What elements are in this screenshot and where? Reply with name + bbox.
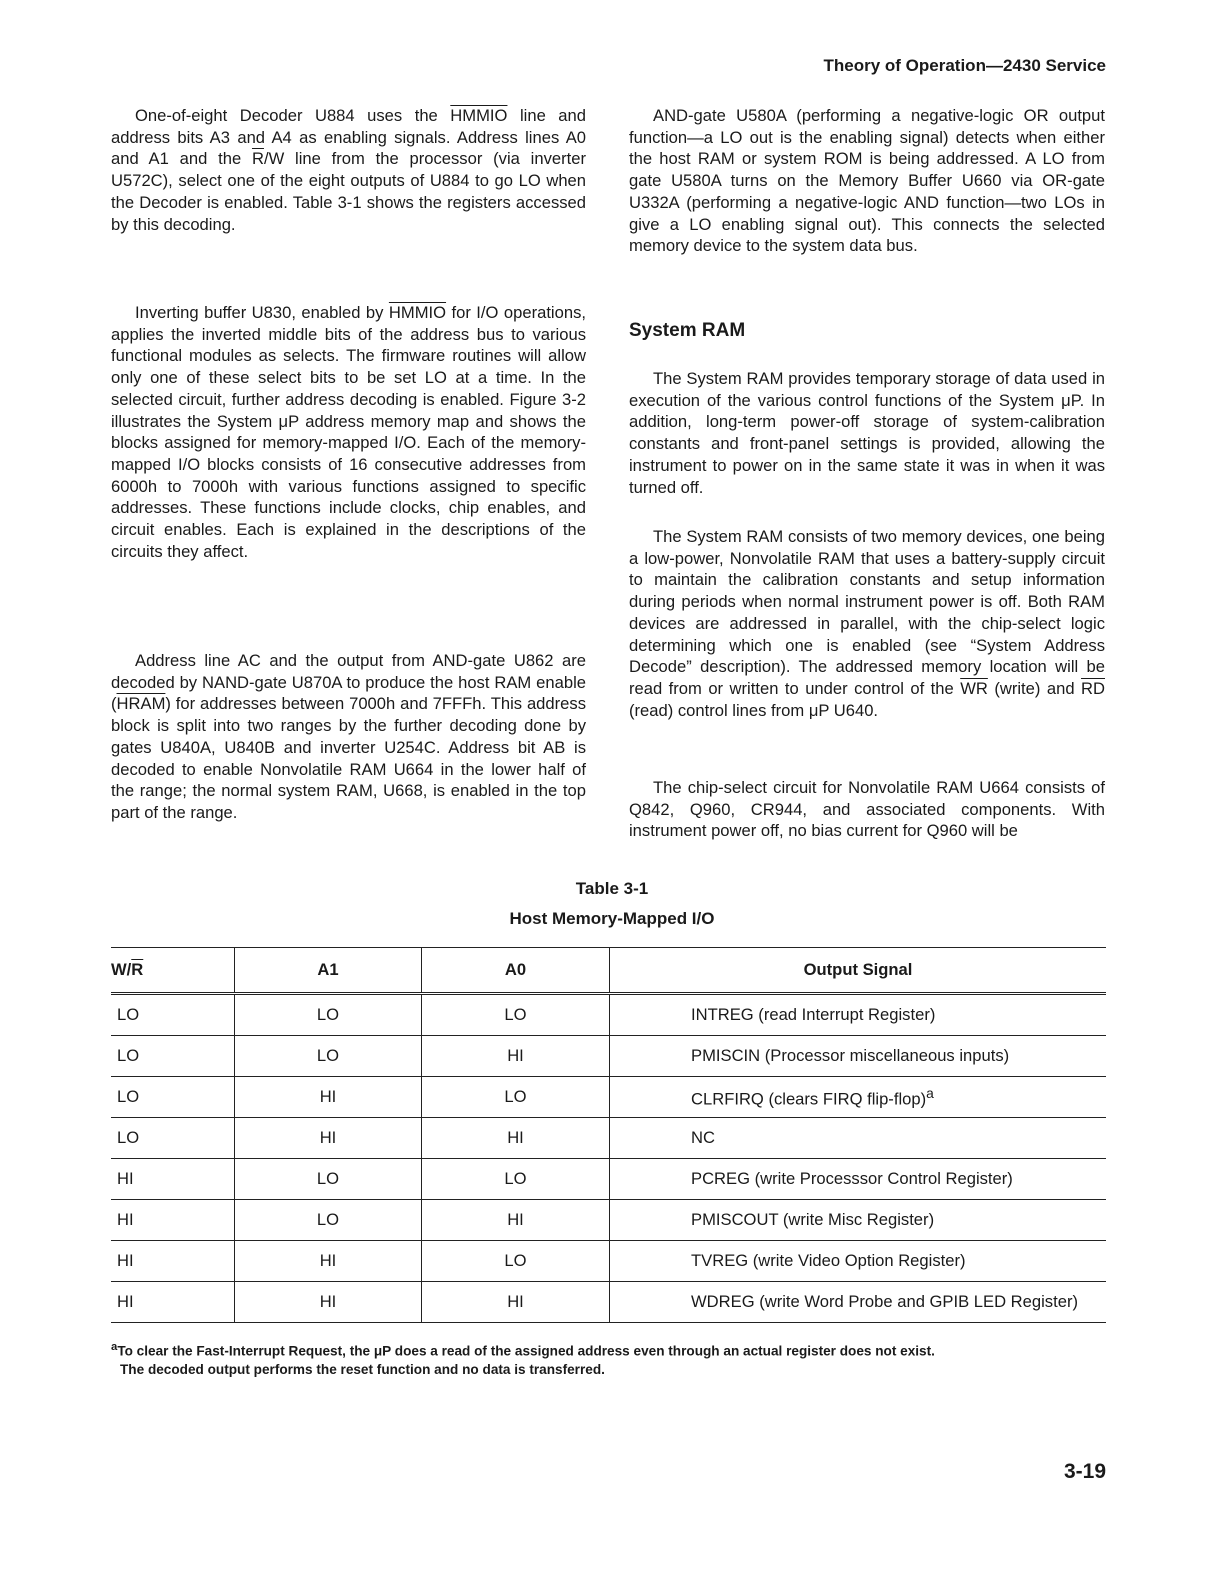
cell-a0: LO	[422, 994, 610, 1036]
left-paragraph-1: One-of-eight Decoder U884 uses the HMMIO line and address bits A3 and A4 as enabling signals. Address lines A0 and A1 and the $\overline{R}/W$ line from the processor (via inverter U572C), select one of the eight outputs of U884 to go LO when the Decoder is enabled. Table 3-1 shows the registers accessed by this decoding.	[111, 106, 586, 234]
table-row	[111, 1118, 1106, 1159]
cell-output-signal: PMISCIN (Processor miscellaneous inputs)	[610, 1036, 1107, 1077]
table-header-row	[111, 948, 1106, 994]
table-row	[111, 1036, 1106, 1077]
section-heading-system-ram: System RAM	[629, 320, 746, 341]
right-paragraph-2: The System RAM provides temporary storage of data used in execution of the various control functions of the System μP. In addition, long-term power-off storage of system-calibration constants and front-panel settings is provided, allowing the instrument to power on in the same state it was in when it was turned off.	[629, 369, 1105, 497]
cell-output-signal: NC	[610, 1118, 1107, 1159]
page-number: 3-19	[1063, 1460, 1106, 1483]
cell-a1: LO	[235, 1200, 422, 1241]
right-paragraph-1: AND-gate U580A (performing a negative-logic OR output function—a LO out is the enabling signal) detects when either the host RAM or system ROM is being addressed. A LO from gate U580A turns on the Memory Buffer U660 via OR-gate U332A (performing a negative-logic AND function—two LOs in give a LO enabling signal out). This connects the selected memory device to the system data bus.	[629, 106, 1105, 256]
cell-wr: HI	[111, 1159, 235, 1200]
memory-mapped-io-table	[111, 947, 1106, 1323]
table-footnote: $^a$To clear the Fast-Interrupt Request, the μP does a read of the assigned address even through an actual register does not exist. The decoded output performs the reset function and no data is transferred.	[111, 1341, 935, 1377]
table-number: Table 3-1	[575, 879, 649, 898]
cell-output-signal: WDREG (write Word Probe and GPIB LED Register)	[610, 1282, 1107, 1323]
cell-a0: LO	[422, 1159, 610, 1200]
cell-a0: HI	[422, 1118, 610, 1159]
cell-wr: HI	[111, 1282, 235, 1323]
cell-output-signal: PCREG (write Processsor Control Register)	[610, 1159, 1107, 1200]
table-row	[111, 1077, 1106, 1118]
right-paragraph-3: The System RAM consists of two memory devices, one being a low-power, Nonvolatile RAM that uses a battery-supply circuit to maintain the calibration constants and setup information during periods when normal instrument power is off. Both RAM devices are addressed in parallel, with the chip-select logic determining which one is enabled (see “System Address Decode” description). The addressed memory location will be read from or written to under control of the $\overline{WR}$ (write) and $\overline{RD}$ (read) control lines from μP U640.	[629, 527, 1105, 720]
cell-output-signal: TVREG (write Video Option Register)	[610, 1241, 1107, 1282]
cell-wr: LO	[111, 1118, 235, 1159]
header-wr: $W/\overline{R}$	[111, 948, 235, 994]
cell-output-signal: CLRFIRQ (clears FIRQ flip-flop)$^a$	[610, 1077, 1107, 1118]
left-paragraph-3: Address line AC and the output from AND-gate U862 are decoded by NAND-gate U870A to produce the host RAM enable (HRAM) for addresses between 7000h and 7FFFh. This address block is split into two ranges by the further decoding done by gates U840A, U840B and inverter U254C. Address bit AB is decoded to enable Nonvolatile RAM U664 in the lower half of the range; the normal system RAM, U668, is enabled in the top part of the range.	[111, 651, 586, 822]
cell-a1: HI	[235, 1077, 422, 1118]
table-title: Host Memory-Mapped I/O	[509, 909, 715, 928]
cell-a1: HI	[235, 1282, 422, 1323]
cell-wr: LO	[111, 1036, 235, 1077]
cell-a0: HI	[422, 1200, 610, 1241]
cell-wr: HI	[111, 1200, 235, 1241]
cell-wr: LO	[111, 1077, 235, 1118]
table-row	[111, 1159, 1106, 1200]
cell-a0: LO	[422, 1241, 610, 1282]
table-row	[111, 1282, 1106, 1323]
left-paragraph-2: Inverting buffer U830, enabled by HMMIO for I/O operations, applies the inverted middle bits of the address bus to various functional modules as selects. The firmware routines will allow only one of these select bits to be set LO at a time. In the selected circuit, further address decoding is enabled. Figure 3-2 illustrates the System μP address memory map and shows the blocks assigned for memory-mapped I/O. Each of the memory-mapped I/O blocks consists of 16 consecutive addresses from 6000h to 7000h with various functions assigned to specific addresses. These functions include clocks, chip enables, and circuit enables. Each is explained in the descriptions of the circuits they affect.	[111, 303, 586, 561]
cell-a1: LO	[235, 994, 422, 1036]
cell-wr: LO	[111, 994, 235, 1036]
cell-a0: LO	[422, 1077, 610, 1118]
footnote-marker: a	[926, 1084, 934, 1101]
cell-output-signal: INTREG (read Interrupt Register)	[610, 994, 1107, 1036]
cell-a0: HI	[422, 1282, 610, 1323]
cell-wr: HI	[111, 1241, 235, 1282]
cell-output-signal: PMISCOUT (write Misc Register)	[610, 1200, 1107, 1241]
cell-a1: HI	[235, 1241, 422, 1282]
table-row	[111, 1200, 1106, 1241]
header-a0: A0	[422, 948, 610, 994]
table-row	[111, 1241, 1106, 1282]
cell-a1: HI	[235, 1118, 422, 1159]
table-row	[111, 994, 1106, 1036]
cell-a1: LO	[235, 1159, 422, 1200]
cell-a1: LO	[235, 1036, 422, 1077]
header-a1: A1	[235, 948, 422, 994]
cell-a0: HI	[422, 1036, 610, 1077]
running-header: Theory of Operation—2430 Service	[823, 56, 1106, 75]
header-output-signal: Output Signal	[610, 948, 1107, 994]
right-paragraph-4: The chip-select circuit for Nonvolatile RAM U664 consists of Q842, Q960, CR944, and associated components. With instrument power off, no bias current for Q960 will be	[629, 778, 1105, 841]
